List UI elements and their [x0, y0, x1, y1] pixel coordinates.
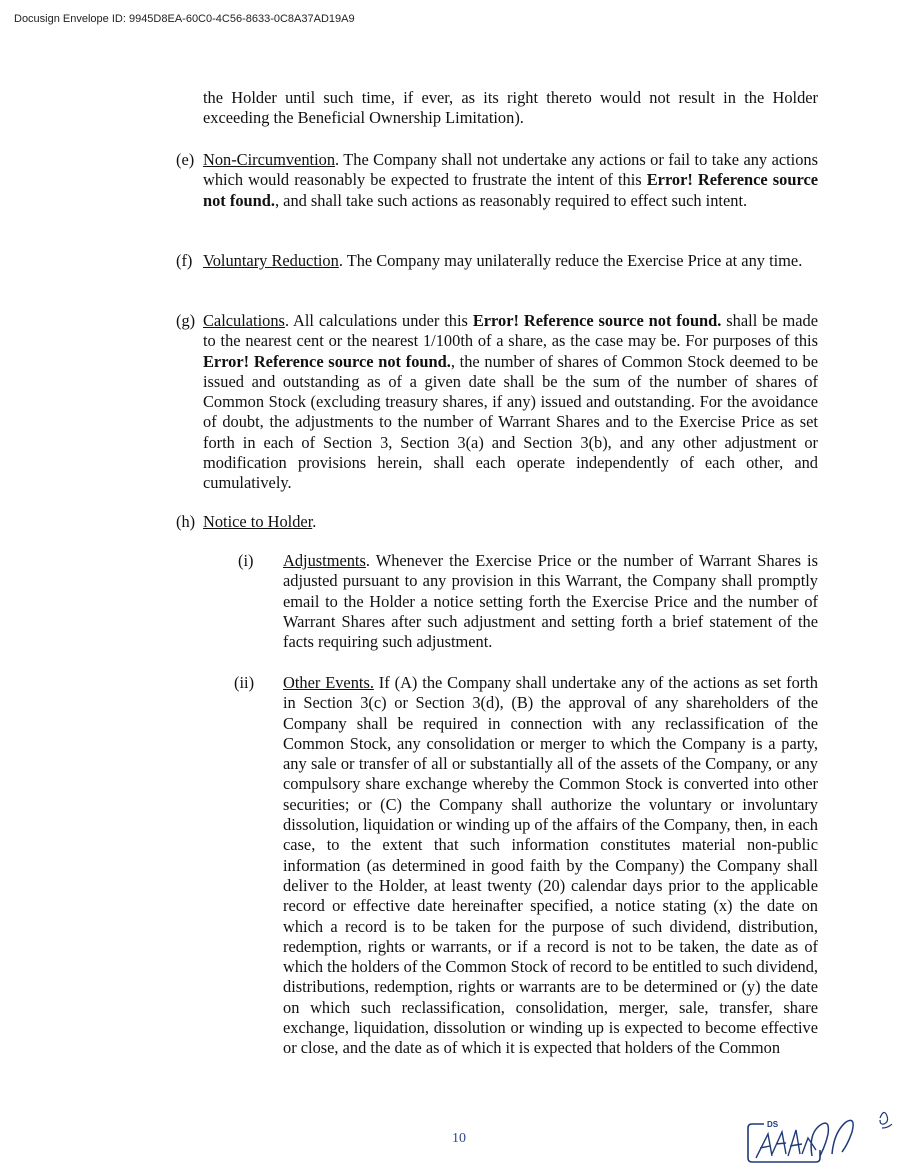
- page-number: 10: [452, 1131, 466, 1146]
- section-e-title: Non-Circumvention: [203, 150, 336, 169]
- section-e-text-2: , and shall take such actions as reasonably required to effect such intent.: [274, 190, 748, 210]
- subsection-ii-paragraph: [283, 673, 818, 1059]
- subsection-i-paragraph: [283, 551, 818, 652]
- continuation-paragraph: the Holder until such time, if ever, as its right thereto would not result in the Holder exceeding the Beneficial Ownership Limitation).: [203, 88, 818, 128]
- subsection-i-label: (i): [238, 551, 254, 570]
- section-h-title: Notice to Holder: [203, 512, 313, 531]
- docusign-envelope-id: Docusign Envelope ID: 9945D8EA-60C0-4C56-8633-0C8A37AD19A9: [14, 13, 355, 25]
- subsection-ii-label: (ii): [234, 673, 255, 692]
- subsection-i-title: Adjustments: [283, 551, 366, 570]
- section-g-title: Calculations: [203, 311, 285, 330]
- section-g-paragraph: [203, 311, 818, 494]
- section-e-paragraph: [203, 150, 818, 211]
- subsection-ii-text-1: If (A) the Company shall undertake any of the actions as set forth in Section 3(c) or Section 3(d), (B) the approval of any shareholders of the Company shall be required in connection with any reclassification of the Common Stock, any consolidation or merger to which the Company is a party, any sale or transfer of all or substantially all of the assets of the Company, or any compulsory share exchange whereby the Common Stock is converted into other securities; or (C) the Company shall authorize the voluntary or involuntary dissolution, liquidation or winding up of the affairs of the Company, then, in each case, to the extent that such information constitutes material non-public information (as determined in good faith by the Company) the Company shall deliver to the Holder, at least twenty (20) calendar days prior to the applicable record or effective date hereinafter specified, a notice stating (x) the date on which a record is to be taken for the purpose of such dividend, distribution, redemption, rights or warrants, or if a record is not to be taken, the date as of which the holders of the Common Stock of record to be entitled to such dividend, distributions, redemption, rights or warrants are to be determined or (y) the date on which such reclassification, consolidation, merger, sale, transfer, share exchange, liquidation, dissolution or winding up is expected to become effective or close, and the date as of which it is expected that holders of the Common: [283, 673, 818, 1058]
- section-e-error-ref: Error! Reference source not found.: [203, 170, 819, 210]
- section-g-error-ref-2: Error! Reference source not found.: [203, 351, 451, 371]
- subsection-ii-title: Other Events.: [283, 673, 374, 692]
- section-h-label: (h): [176, 512, 196, 531]
- section-f-label: (f): [176, 251, 193, 270]
- section-g-text-1: . All calculations under this: [284, 311, 473, 330]
- section-g-label: (g): [176, 311, 196, 330]
- section-e-text-1: . The Company shall not undertake any actions or fail to take any actions which would reasonably be expected to frustrate the intent of this: [203, 150, 818, 190]
- subsection-i-text-1: . Whenever the Exercise Price or the number of Warrant Shares is adjusted pursuant to any provision in this Warrant, the Company shall promptly email to the Holder a notice setting forth the Exercise Price and the number of Warrant Shares after such adjustment and setting forth a brief statement of the facts requiring such adjustment.: [283, 551, 818, 652]
- docusign-initials-stamp: [746, 1110, 896, 1165]
- initials-ds-tag: DS: [767, 1120, 779, 1129]
- section-f-text-1: . The Company may unilaterally reduce the Exercise Price at any time.: [338, 251, 803, 270]
- section-h-paragraph: [203, 512, 818, 532]
- section-g-text-3: , the number of shares of Common Stock deemed to be issued and outstanding as of a given date shall be the sum of the number of shares of Common Stock (excluding treasury shares, if any) issued and outstanding. For the avoidance of doubt, the adjustments to the number of Warrant Shares and to the Exercise Price as set forth in each of Section 3, Section 3(a) and Section 3(b), and any other adjustment or modification provisions herein, shall each operate independently of each other, and cumulatively.: [203, 351, 818, 493]
- section-g-text-2: shall be made to the nearest cent or the nearest 1/100th of a share, as the case may be. For purposes of this: [203, 311, 819, 351]
- initials-mark-a: [880, 1112, 892, 1128]
- section-g-error-ref-1: Error! Reference source not found.: [472, 311, 722, 330]
- initials-scribble-2: [811, 1120, 853, 1156]
- section-e-label: (e): [176, 150, 195, 169]
- section-f-paragraph: [203, 251, 818, 271]
- section-f-title: Voluntary Reduction: [203, 251, 339, 270]
- section-h-text-1: .: [312, 512, 317, 531]
- initials-scribble-1: [756, 1130, 816, 1158]
